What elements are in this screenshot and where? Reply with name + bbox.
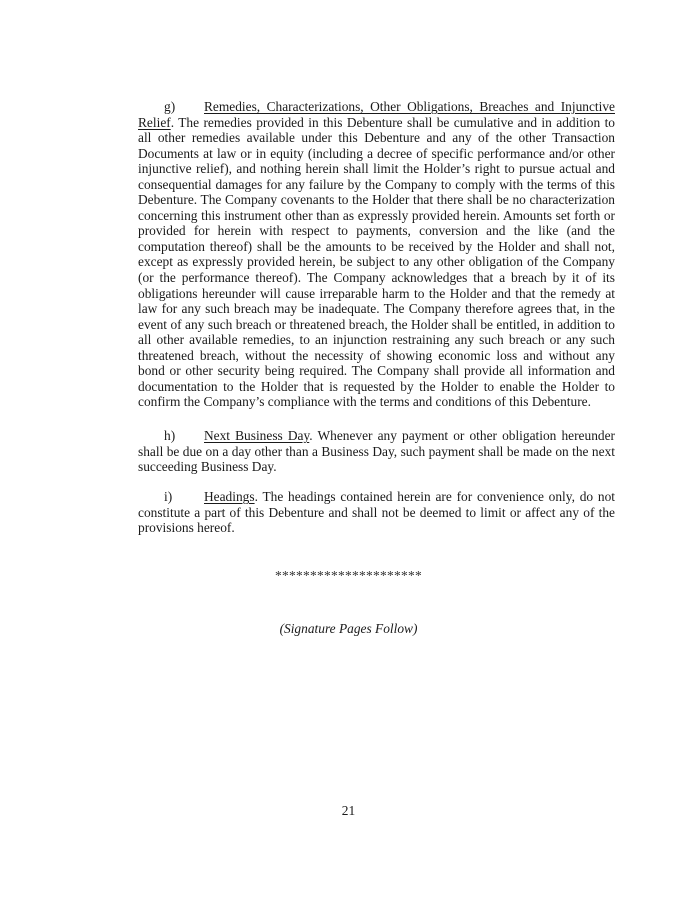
section-body: . The headings contained herein are for convenience only, do not constitute a part of this Debenture and shall not be deemed to limit or affect any of the provisions hereof. <box>138 489 615 536</box>
section-heading: Headings <box>204 489 255 504</box>
section-heading: Next Business Day <box>204 428 310 443</box>
section-body: . Whenever any payment or other obligation hereunder shall be due on a day other than a Business Day, such payment shall be made on the next succeeding Business Day. <box>138 428 615 475</box>
page-number: 21 <box>341 803 356 818</box>
section-heading: Remedies, Characterizations, Other Obligations, Breaches and Injunctive Relief <box>138 99 615 130</box>
section-label: g) <box>164 99 176 114</box>
section-label: h) <box>164 428 176 443</box>
section-label: i) <box>164 489 173 504</box>
section-separator: ********************* <box>275 568 422 583</box>
section-g <box>138 99 615 410</box>
section-body: . The remedies provided in this Debenture shall be cumulative and in addition to all other remedies available under this Debenture and any of the other Transaction Documents at law or in equity (including a decree of specific performance and/or other injunctive relief), and nothing herein shall limit the Holder’s right to pursue actual and consequential damages for any failure by the Company to comply with the terms of this Debenture. The Company covenants to the Holder that there shall be no characterization concerning this instrument other than as expressly provided herein. Amounts set forth or provided for herein with respect to payments, conversion and the like (and the computation thereof) shall be the amounts to be received by the Holder and shall not, except as expressly provided herein, be subject to any other obligation of the Company (or the performance thereof). The Company acknowledges that a breach by it of its obligations hereunder will cause irreparable harm to the Holder and that the remedy at law for any such breach may be inadequate. The Company therefore agrees that, in the event of any such breach or threatened breach, the Holder shall be entitled, in addition to all other available remedies, to an injunction restraining any such breach or any such threatened breach, without the necessity of showing economic loss and without any bond or other security being required. The Company shall provide all information and documentation to the Holder that is requested by the Holder to enable the Holder to confirm the Company’s compliance with the terms and conditions of this Debenture. <box>138 114 615 410</box>
section-h <box>138 428 615 475</box>
section-i <box>138 489 615 536</box>
signature-pages-note: (Signature Pages Follow) <box>279 621 418 636</box>
